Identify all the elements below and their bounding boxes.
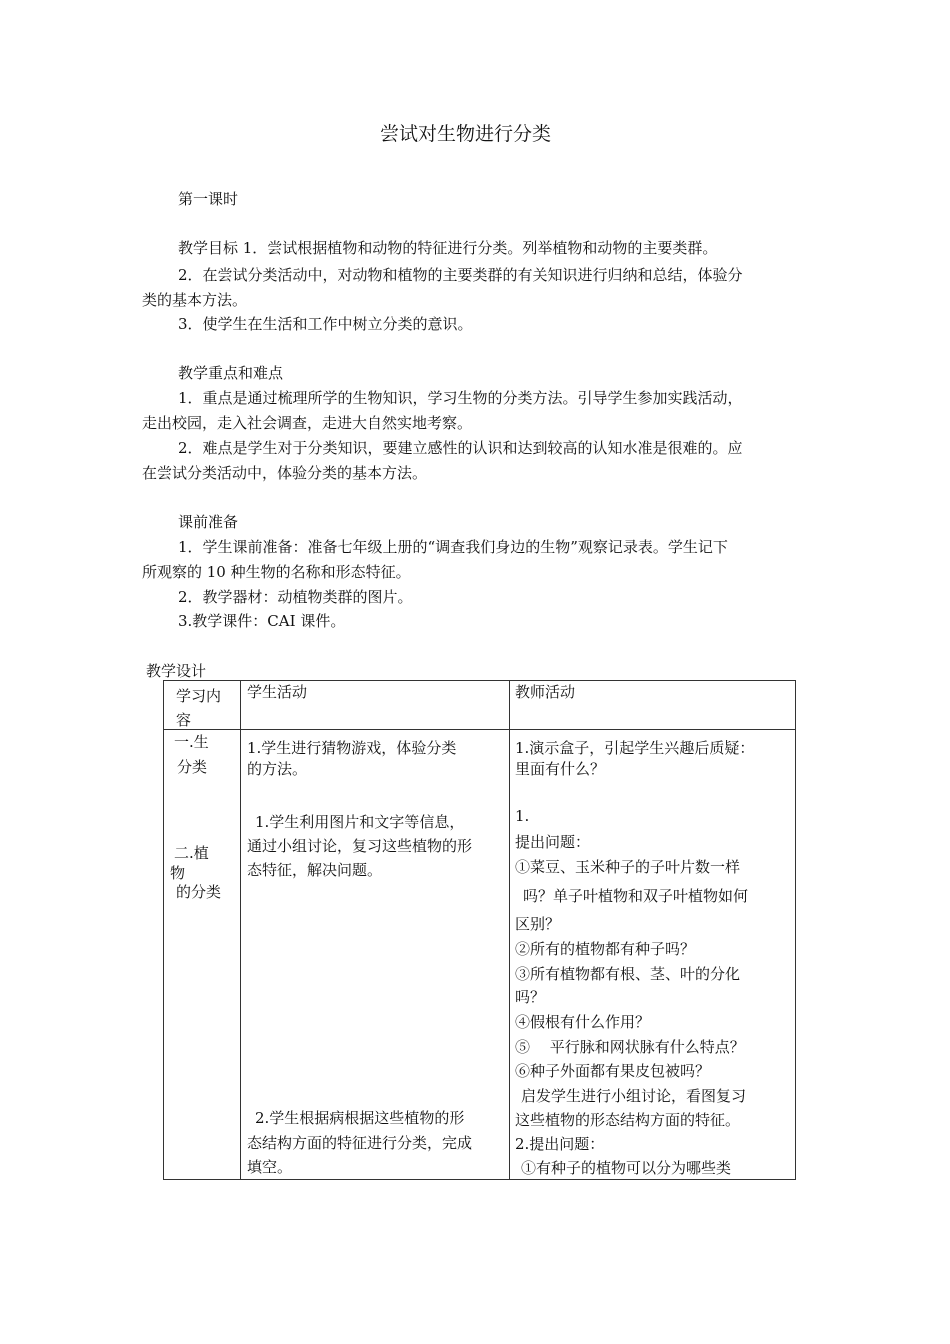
key-point-1-cont: 走出校园，走入社会调查，走进大自然实地考察。 [142,414,473,432]
section-1-label: 一.生 [174,733,209,751]
teacher-activity-1-cont: 里面有什么？ [515,760,606,778]
teacher-question-1: ①菜豆、玉米种子的子叶片数一样 [515,858,741,876]
preparation-line-1-cont: 所观察的 10 种生物的名称和形态特征。 [142,563,411,581]
preparation-line-3: 3.教学课件：CAI 课件。 [178,612,346,630]
column-divider [240,681,241,1179]
teaching-design-table [163,680,796,1180]
key-point-2: 2．难点是学生对于分类知识，要建立感性的认识和达到较高的认知水准是很难的。应 [178,439,743,457]
teacher-question-2: ②所有的植物都有种子吗？ [515,940,696,958]
key-point-2-cont: 在尝试分类活动中，体验分类的基本方法。 [142,464,428,482]
teacher-question-1-cont: 吗？单子叶植物和双子叶植物如何 [523,887,749,905]
header-content: 学习内 [176,687,222,705]
teacher-item-number: 1. [515,807,530,825]
teacher-question-3-cont: 吗？ [515,988,546,1006]
key-points-heading: 教学重点和难点 [178,364,284,382]
teacher-guidance-cont: 这些植物的形态结构方面的特征。 [515,1111,741,1129]
teacher-guidance: 启发学生进行小组讨论，看图复习 [521,1087,747,1105]
objectives-line-2: 2．在尝试分类活动中，对动物和植物的主要类群的有关知识进行归纳和总结，体验分 [178,266,743,284]
section-2-label: 二.植 [174,844,209,862]
student-activity-1: 1.学生进行猜物游戏，体验分类 [247,739,457,757]
page-title: 尝试对生物进行分类 [380,123,552,145]
teacher-question-1-end: 区别？ [515,915,561,933]
design-heading: 教学设计 [146,662,207,680]
teacher-question-heading: 提出问题： [515,833,591,851]
student-activity-3-end: 填空。 [247,1158,293,1176]
student-activity-3-cont: 态结构方面的特征进行分类，完成 [247,1134,473,1152]
section-2-label-end: 的分类 [176,883,222,901]
student-activity-2-end: 态特征，解决问题。 [247,861,383,879]
key-point-1: 1．重点是通过梳理所学的生物知识，学习生物的分类方法。引导学生参加实践活动， [178,389,743,407]
teacher-question-4: ④假根有什么作用？ [515,1013,651,1031]
teacher-question-heading-2: 2.提出问题： [515,1135,605,1153]
objectives-line-2-cont: 类的基本方法。 [142,291,248,309]
teacher-question-6: ⑥种子外面都有果皮包被吗？ [515,1062,711,1080]
teacher-question-2-1: ①有种子的植物可以分为哪些类 [521,1159,732,1177]
objectives-line-1: 教学目标 1．尝试根据植物和动物的特征进行分类。列举植物和动物的主要类群。 [178,239,718,257]
student-activity-3: 2.学生根据病根据这些植物的形 [255,1109,465,1127]
student-activity-2-cont: 通过小组讨论，复习这些植物的形 [247,837,473,855]
header-student: 学生活动 [247,683,308,701]
teacher-question-5: ⑤ 平行脉和网状脉有什么特点？ [515,1038,745,1056]
preparation-line-1: 1．学生课前准备：准备七年级上册的“调查我们身边的生物”观察记录表。学生记下 [178,538,728,556]
header-divider [164,729,795,730]
student-activity-2: 1.学生利用图片和文字等信息， [255,813,465,831]
student-activity-1-cont: 的方法。 [247,760,308,778]
teacher-activity-1: 1.演示盒子，引起学生兴趣后质疑： [515,739,755,757]
section-2-label-cont: 物 [170,864,186,882]
column-divider [509,681,510,1179]
teacher-question-3: ③所有植物都有根、茎、叶的分化 [515,965,741,983]
header-teacher: 教师活动 [515,683,576,701]
preparation-heading: 课前准备 [178,513,239,531]
objectives-line-3: 3．使学生在生活和工作中树立分类的意识。 [178,315,473,333]
header-content-cont: 容 [176,711,192,729]
section-1-label-cont: 分类 [177,758,208,776]
preparation-line-2: 2．教学器材：动植物类群的图片。 [178,588,413,606]
lesson-label: 第一课时 [178,190,239,208]
